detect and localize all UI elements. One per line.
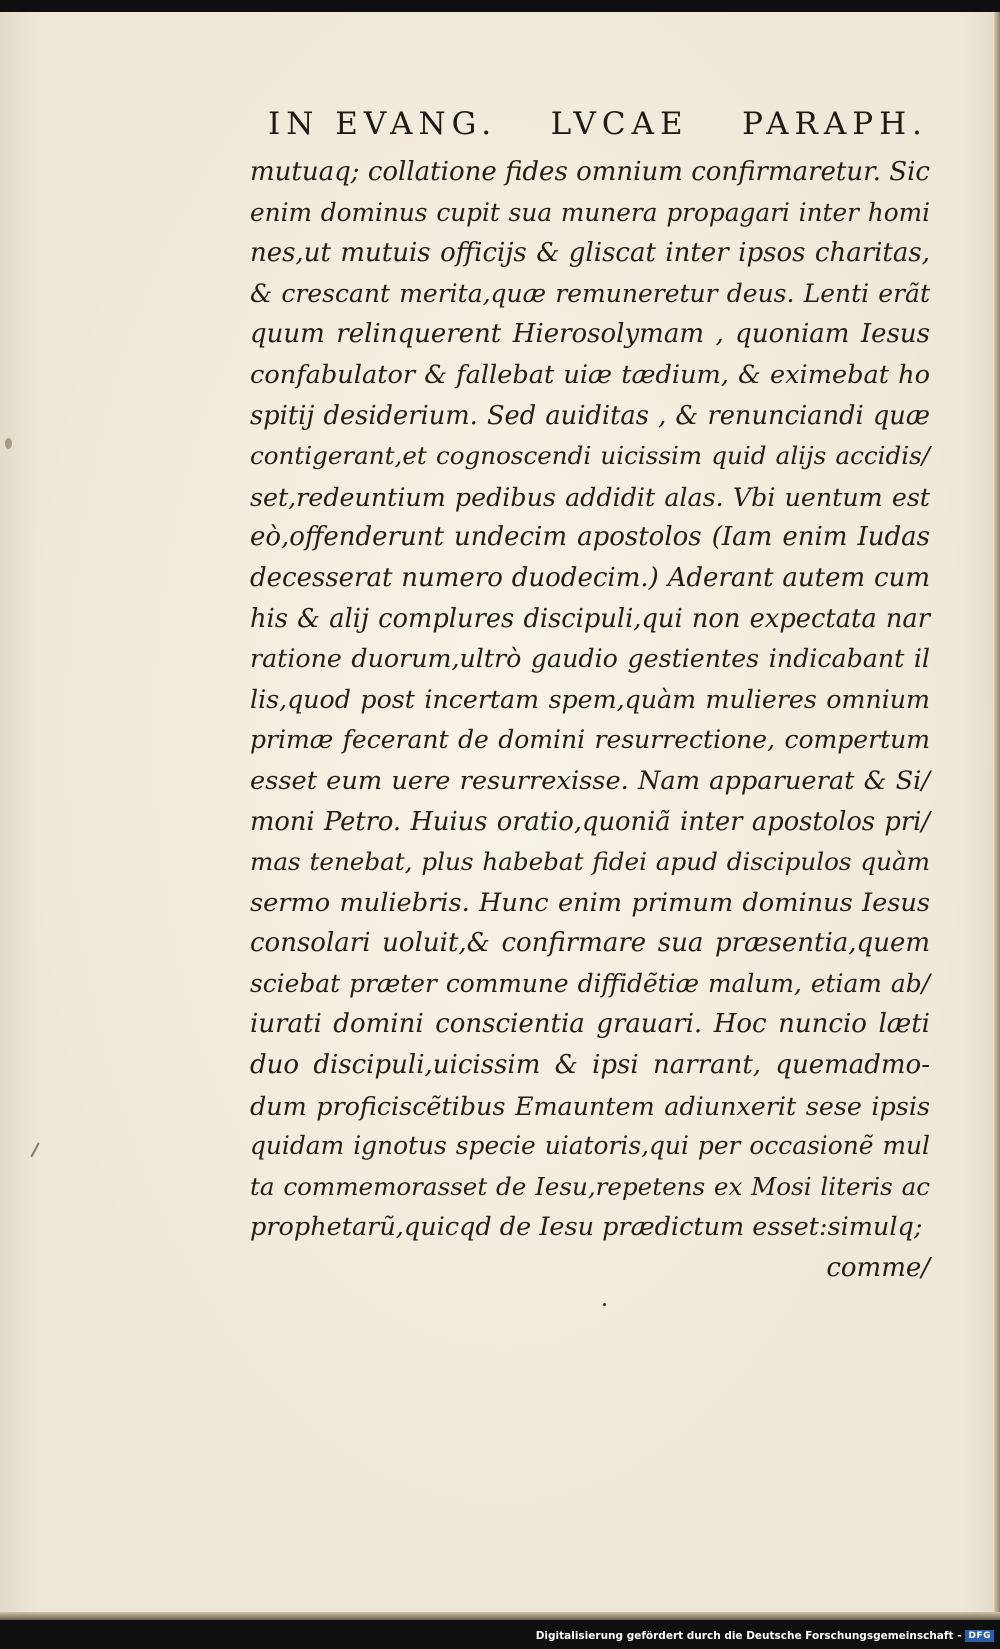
text-line: spitij desiderium. Sed auiditas , & renunciandi quæ [250,400,930,431]
text-line: primæ fecerant de domini resurrectione, compertum [250,725,930,755]
text-line: iurati domini conscientia grauari. Hoc nuncio læti [250,1009,930,1040]
digitization-footer [0,1628,994,1644]
text-line: ratione duorum,ultrò gaudio gestientes indicabant il [250,644,930,674]
text-line: duo discipuli,uicissim & ipsi narrant, quemadmo- [250,1050,930,1081]
text-line: quum relinquerent Hierosolymam , quoniam Iesus [250,319,930,350]
running-header-left: IN EVANG. [268,106,498,142]
body-text [250,152,930,1289]
text-line: mas tenebat, plus habebat fidei apud discipulos quàm [250,847,930,877]
text-line: prophetarũ,quicqd de Iesu prædictum esset:simulq; [250,1212,923,1243]
text-line: sermo muliebris. Hunc enim primum dominus Iesus [250,887,930,918]
text-line: eò,offenderunt undecim apostolos (Iam enim Iudas [250,522,930,553]
text-line: esset eum uere resurrexisse. Nam apparuerat & Si/ [250,765,930,796]
page-edge-bottom [0,1612,1000,1620]
text-line: his & alij complures discipuli,qui non expectata nar [250,603,930,634]
dfg-logo-icon: DFG [965,1630,994,1642]
text-line: contigerant,et cognoscendi uicissim quid alijs accidis/ [250,441,930,471]
text-line: mutuaq; collatione fides omnium confirmaretur. Sic [250,157,930,187]
running-header-right: PARAPH. [742,106,928,142]
running-header-middle: LVCAE [550,106,689,142]
text-line: moni Petro. Huius oratio,quoniã inter apostolos pri/ [250,806,930,837]
paper-speck [5,438,12,449]
page-edge-right [994,12,1000,1620]
text-line: quidam ignotus specie uiatoris,qui per occasionẽ mul [250,1131,930,1161]
text-line: nes,ut mutuis officijs & gliscat inter ipsos charitas, [250,238,930,269]
text-line: consolari uoluit,& confirmare sua præsentia,quem [250,928,930,959]
ink-dot [603,1303,606,1306]
funding-credit: Digitalisierung gefördert durch die Deutsche Forschungsgemeinschaft - [535,1630,962,1642]
text-line: set,redeuntium pedibus addidit alas. Vbi uentum est [250,481,930,512]
text-line: confabulator & fallebat uiæ tædium, & eximebat ho [250,359,930,390]
text-line: sciebat præter commune diffidẽtiæ malum, etiam ab/ [250,968,930,998]
text-line: ta commemorasset de Iesu,repetens ex Mosi literis ac [250,1171,930,1201]
text-line: & crescant merita,quæ remuneretur deus. Lenti erãt [250,278,930,308]
text-line: dum proficiscẽtibus Emauntem adiunxerit sese ipsis [250,1090,930,1121]
text-line: lis,quod post incertam spem,quàm mulieres omnium [250,684,930,714]
catchword: comme/ [826,1253,930,1284]
running-header [268,106,928,142]
text-line: enim dominus cupit sua munera propagari inter homi [250,197,930,227]
text-line: decesserat numero duodecim.) Aderant autem cum [250,562,930,593]
